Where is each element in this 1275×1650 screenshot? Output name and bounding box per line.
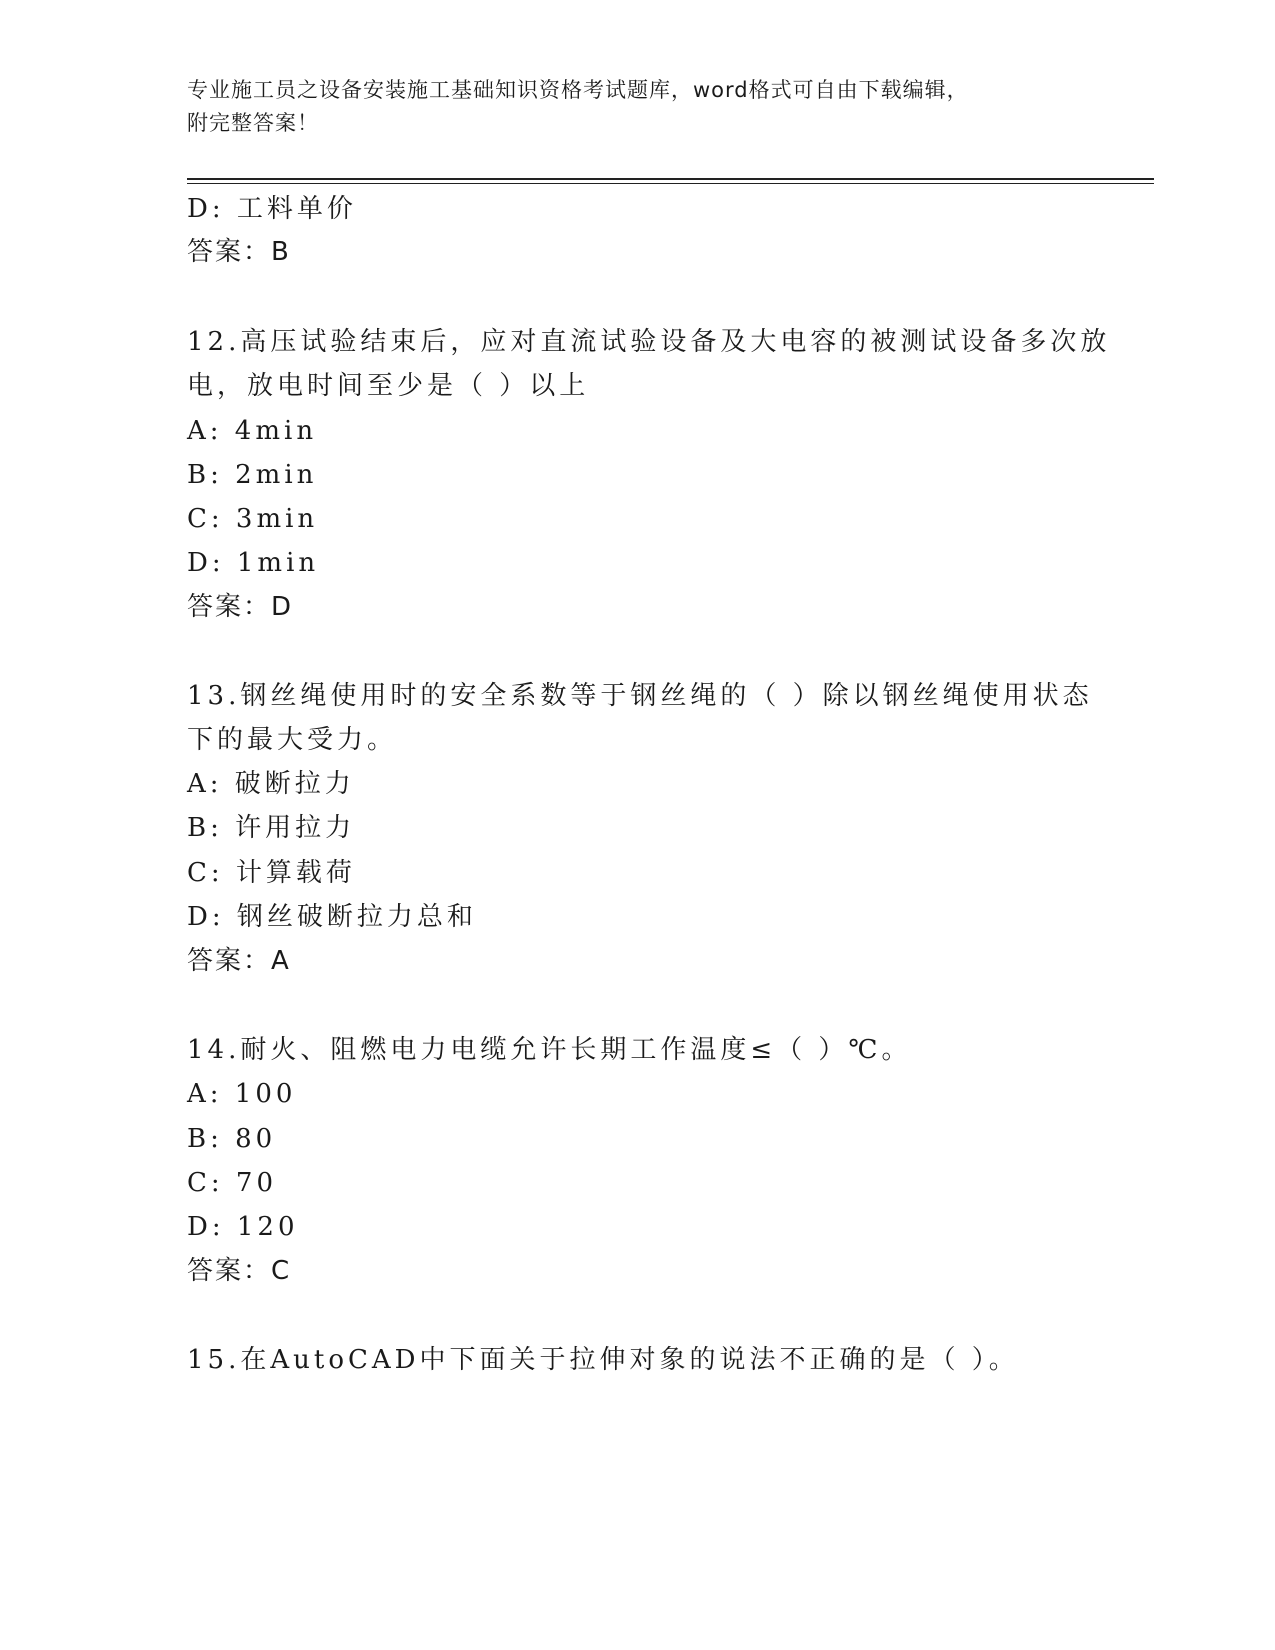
header-divider-thin — [187, 183, 1154, 184]
q13-stem-line-2: 下的最大受力。 — [187, 725, 398, 755]
q14-answer: 答案：C — [187, 1256, 292, 1286]
q13-option-a: A: 破断拉力 — [187, 769, 355, 799]
q13-option-b: B: 许用拉力 — [187, 813, 356, 843]
q15-stem-line-1: 15.在AutoCAD中下面关于拉伸对象的说法不正确的是（ ）。 — [187, 1345, 1019, 1375]
q12-stem-line-1: 12.高压试验结束后，应对直流试验设备及大电容的被测试设备多次放 — [187, 327, 1111, 357]
q14-stem-line-1: 14.耐火、阻燃电力电缆允许长期工作温度≤（ ）℃。 — [187, 1035, 912, 1065]
prev-option-d: D: 工料单价 — [187, 194, 357, 224]
q12-option-d: D: 1min — [187, 548, 320, 578]
q14-option-a: A: 100 — [187, 1079, 297, 1109]
q14-option-b: B: 80 — [187, 1124, 277, 1154]
prev-answer: 答案：B — [187, 237, 291, 267]
q13-stem-line-1: 13.钢丝绳使用时的安全系数等于钢丝绳的（ ）除以钢丝绳使用状态 — [187, 681, 1093, 711]
q14-option-c: C: 70 — [187, 1168, 278, 1198]
q12-option-c: C: 3min — [187, 504, 319, 534]
q13-answer: 答案：A — [187, 946, 291, 976]
q12-stem-line-2: 电，放电时间至少是（ ）以上 — [187, 371, 590, 401]
q13-option-d: D: 钢丝破断拉力总和 — [187, 902, 477, 932]
document-header — [187, 74, 1087, 140]
q13-option-c: C: 计算载荷 — [187, 858, 356, 888]
header-divider-thick — [187, 178, 1154, 180]
q12-option-a: A: 4min — [187, 416, 318, 446]
header-line-2: 附完整答案！ — [187, 111, 319, 135]
q12-option-b: B: 2min — [187, 460, 318, 490]
header-line-1: 专业施工员之设备安装施工基础知识资格考试题库，word格式可自由下载编辑， — [187, 78, 969, 102]
q14-option-d: D: 120 — [187, 1212, 299, 1242]
q12-answer: 答案：D — [187, 592, 294, 622]
